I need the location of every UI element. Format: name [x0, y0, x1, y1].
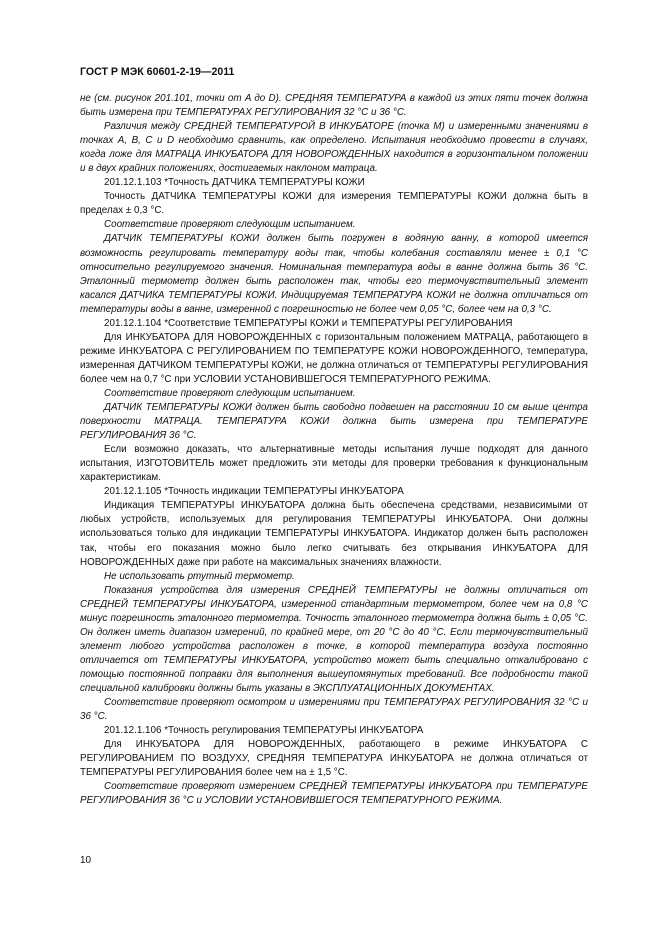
paragraph: Соответствие проверяют осмотром и измерениями при ТЕМПЕРАТУРАХ РЕГУЛИРОВАНИЯ 32 °C и 36 °C.: [80, 697, 588, 723]
paragraph: Для ИНКУБАТОРА ДЛЯ НОВОРОЖДЕННЫХ с горизонтальным положением МАТРАЦА, работающего в режиме ИНКУБАТОРА С РЕГУЛИРОВАНИЕМ ПО ТЕМПЕРАТУРЕ КОЖИ НОВОРОЖДЕННОГО, температура, измеренная ДАТЧИКОМ ТЕМПЕРАТУРЫ КОЖИ, не должна отличаться от ТЕМПЕРАТУРЫ РЕГУЛИРОВАНИЯ более чем на 0,7 °C при УСЛОВИИ УСТАНОВИВШЕГОСЯ ТЕМПЕРАТУРНОГО РЕЖИМА.: [80, 331, 588, 385]
paragraph: Показания устройства для измерения СРЕДНЕЙ ТЕМПЕРАТУРЫ не должны отличаться от СРЕДНЕЙ ТЕМПЕРАТУРЫ ИНКУБАТОРА, измеренной стандартным термометром, более чем на 0,8 °C минус погрешность эталонного термометра. Точность эталонного термометра должна быть ± 0,05 °C. Он должен иметь диапазон измерений, по крайней мере, от 20 °C до 40 °C. Если термочувствительный элемент любого устройства расположен в точке, в которой температура воздуха постоянно отличается от ТЕМПЕРАТУРЫ ИНКУБАТОРА, устройство может быть специально откалибровано с помощью постоянной поправки для выполнения вышеупомянутых требований. Все подробности такой специальной калибровки должны быть указаны в ЭКСПЛУАТАЦИОННЫХ ДОКУМЕНТАХ.: [80, 584, 588, 694]
paragraph: 201.12.1.105 *Точность индикации ТЕМПЕРАТУРЫ ИНКУБАТОРА: [104, 486, 404, 498]
paragraph: ДАТЧИК ТЕМПЕРАТУРЫ КОЖИ должен быть погружен в водяную ванну, в которой имеется возможность регулировать температуру воды так, чтобы колебания составляли менее ± 0,1 °C относительно регулируемого значения. Номинальная температура воды в ванне должна быть 36 °C. Эталонный термометр должен быть расположен так, чтобы его термочувствительный элемент касался ДАТЧИКА ТЕМПЕРАТУРЫ КОЖИ. Индицируемая ТЕМПЕРАТУРА КОЖИ не должна отличаться от температуры воды в ванне, измеренной с погрешностью не более чем 0,05 °C, более чем на 0,3 °C.: [80, 233, 588, 315]
page-number: 10: [80, 855, 92, 866]
paragraph: Соответствие проверяют следующим испытанием.: [104, 387, 356, 399]
paragraph: Различия между СРЕДНЕЙ ТЕМПЕРАТУРОЙ В ИНКУБАТОРЕ (точка M) и измеренными значениями в точках A, B, C и D необходимо сравнить, как определено. Испытания необходимо провести в случаях, когда ложе для МАТРАЦА ИНКУБАТОРА ДЛЯ НОВОРОЖДЕННЫХ находится в горизонтальном положении и в двух крайних положениях, достигаемых наклоном матраца.: [80, 121, 588, 175]
document-body: [80, 92, 588, 808]
paragraph: 201.12.1.106 *Точность регулирования ТЕМПЕРАТУРЫ ИНКУБАТОРА: [104, 725, 424, 737]
paragraph: Индикация ТЕМПЕРАТУРЫ ИНКУБАТОРА должна быть обеспечена средствами, независимыми от любых устройств, используемых для регулирования ТЕМПЕРАТУРЫ ИНКУБАТОРА. Они должны использоваться только для индикации ТЕМПЕРАТУРЫ ИНКУБАТОРА. Индикатор должен быть расположен так, чтобы его показания можно было легко считывать без открывания ИНКУБАТОРА ДЛЯ НОВОРОЖДЕННЫХ даже при работе на максимальных значениях влажности.: [80, 500, 588, 568]
paragraph: Для ИНКУБАТОРА ДЛЯ НОВОРОЖДЕННЫХ, работающего в режиме ИНКУБАТОРА С РЕГУЛИРОВАНИЕМ ПО ВОЗДУХУ, СРЕДНЯЯ ТЕМПЕРАТУРА ИНКУБАТОРА не должна отличаться от ТЕМПЕРАТУРЫ РЕГУЛИРОВАНИЯ более чем на ± 1,5 °C.: [80, 739, 588, 779]
paragraph: не (см. рисунок 201.101, точки от A до D). СРЕДНЯЯ ТЕМПЕРАТУРА в каждой из этих пяти точек должна быть измерена при ТЕМПЕРАТУРАХ РЕГУЛИРОВАНИЯ 32 °C и 36 °C.: [80, 93, 588, 119]
paragraph: Соответствие проверяют измерением СРЕДНЕЙ ТЕМПЕРАТУРЫ ИНКУБАТОРА при ТЕМПЕРАТУРЕ РЕГУЛИРОВАНИЯ 36 °C и УСЛОВИИ УСТАНОВИВШЕГОСЯ ТЕМПЕРАТУРНОГО РЕЖИМА.: [80, 781, 588, 807]
paragraph: 201.12.1.104 *Соответствие ТЕМПЕРАТУРЫ КОЖИ и ТЕМПЕРАТУРЫ РЕГУЛИРОВАНИЯ: [104, 317, 513, 329]
paragraph: Соответствие проверяют следующим испытанием.: [104, 219, 356, 231]
paragraph: Не использовать ртутный термометр.: [104, 570, 295, 582]
document-header: ГОСТ Р МЭК 60601-2-19—2011: [80, 66, 235, 78]
paragraph: Точность ДАТЧИКА ТЕМПЕРАТУРЫ КОЖИ для измерения ТЕМПЕРАТУРЫ КОЖИ должна быть в пределах ± 0,3 °C.: [80, 191, 588, 217]
paragraph: 201.12.1.103 *Точность ДАТЧИКА ТЕМПЕРАТУРЫ КОЖИ: [104, 177, 365, 189]
paragraph: Если возможно доказать, что альтернативные методы испытания лучше подходят для данного испытания, ИЗГОТОВИТЕЛЬ может предложить эти методы для проверки требования к функциональным характеристикам.: [80, 444, 588, 484]
paragraph: ДАТЧИК ТЕМПЕРАТУРЫ КОЖИ должен быть свободно подвешен на расстоянии 10 см выше центра поверхности МАТРАЦА. ТЕМПЕРАТУРА КОЖИ должна быть измерена при ТЕМПЕРАТУРЕ РЕГУЛИРОВАНИЯ 36 °C.: [80, 402, 588, 442]
